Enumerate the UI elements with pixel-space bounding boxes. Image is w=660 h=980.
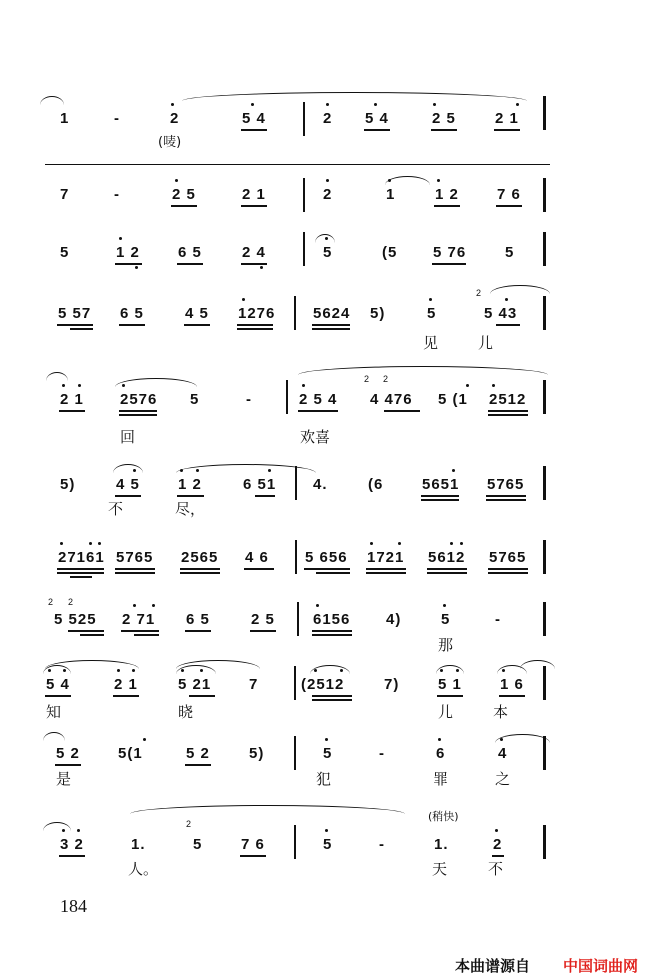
slur-arc	[520, 660, 555, 669]
barline	[543, 178, 546, 212]
octave-dot	[516, 103, 519, 106]
note-group: 5612	[428, 549, 466, 566]
lyric: 人。	[128, 860, 159, 878]
underline	[241, 129, 267, 131]
note: 1.	[434, 836, 449, 853]
octave-dot	[500, 738, 503, 741]
octave-dot	[268, 469, 271, 472]
underline	[431, 129, 457, 131]
underline	[171, 205, 197, 207]
underline	[185, 764, 211, 766]
octave-dot	[325, 237, 328, 240]
barline	[543, 602, 546, 636]
barline	[543, 232, 546, 266]
grace-note: 2	[68, 597, 74, 607]
underline	[312, 634, 352, 636]
underline	[55, 764, 81, 766]
lyric: 晓	[178, 703, 194, 721]
note-group: 5 4	[365, 110, 389, 127]
note-group: 5 2	[56, 745, 80, 762]
barline	[543, 96, 546, 130]
grace-note: 2	[364, 374, 370, 384]
underline	[316, 572, 350, 574]
octave-dot	[62, 384, 65, 387]
note: 7)	[384, 676, 400, 693]
underline	[180, 572, 220, 574]
note: 7	[60, 186, 70, 203]
barline	[294, 825, 296, 859]
underline	[119, 324, 145, 326]
underline	[237, 328, 273, 330]
underline	[177, 495, 204, 497]
note-group: 2 1	[114, 676, 138, 693]
footer-site-link[interactable]: 中国词曲网	[563, 957, 639, 975]
underline	[486, 495, 526, 497]
note: 2	[323, 186, 333, 203]
octave-dot	[180, 469, 183, 472]
underline	[492, 855, 504, 857]
barline	[295, 540, 297, 574]
underline	[312, 328, 350, 330]
octave-dot	[326, 179, 329, 182]
page-number: 184	[60, 896, 87, 916]
lyric: 回	[120, 428, 136, 446]
note: 5	[60, 244, 70, 261]
note-group: 1 2	[178, 476, 202, 493]
note-group: 4 5	[185, 305, 209, 322]
octave-dot	[117, 669, 120, 672]
grace-note: 2	[186, 819, 192, 829]
underline	[185, 630, 211, 632]
note-group: 2 5 4	[299, 391, 338, 408]
barline	[294, 736, 296, 770]
grace-note: 2	[383, 374, 389, 384]
underline	[115, 495, 141, 497]
system-separator	[45, 164, 550, 165]
underline	[488, 568, 528, 570]
underline	[364, 129, 390, 131]
note-group: 2576	[120, 391, 158, 408]
slur-arc	[298, 366, 548, 375]
note: 5	[323, 244, 333, 261]
octave-dot	[374, 103, 377, 106]
octave-dot	[133, 604, 136, 607]
barline	[303, 102, 305, 136]
slur-arc	[45, 660, 139, 669]
underline	[312, 630, 352, 632]
underline	[184, 324, 210, 326]
lyric: 儿	[438, 703, 454, 721]
lyric: 不	[108, 500, 124, 518]
octave-dot	[438, 738, 441, 741]
underline	[80, 634, 104, 636]
barline	[297, 602, 299, 636]
underline	[115, 263, 142, 265]
underline	[70, 576, 92, 578]
octave-dot	[460, 542, 463, 545]
note-group: 5 (1	[438, 391, 468, 408]
lyric: 本	[493, 703, 509, 721]
underline	[494, 129, 520, 131]
octave-dot	[326, 103, 329, 106]
note: 6	[436, 745, 446, 762]
note: 5	[427, 305, 437, 322]
underline	[115, 572, 155, 574]
octave-dot	[502, 669, 505, 672]
dash: -	[246, 391, 252, 408]
underline	[113, 695, 139, 697]
octave-dot	[505, 298, 508, 301]
note: 5	[441, 611, 451, 628]
octave-dot	[48, 669, 51, 672]
note: 1	[60, 110, 70, 127]
note-group: 1276	[238, 305, 276, 322]
note-group: 2 1	[242, 186, 266, 203]
note-group: 3 2	[60, 836, 84, 853]
underline	[70, 328, 93, 330]
slur-arc	[495, 734, 550, 743]
octave-dot	[452, 469, 455, 472]
underline	[499, 695, 525, 697]
octave-dot	[171, 103, 174, 106]
note-group: 5765	[487, 476, 525, 493]
note: 2	[493, 836, 503, 853]
octave-dot	[133, 469, 136, 472]
underline	[45, 695, 71, 697]
octave-dot	[175, 179, 178, 182]
octave-dot	[456, 669, 459, 672]
octave-dot	[132, 669, 135, 672]
underline	[57, 572, 104, 574]
slur-arc	[115, 378, 197, 387]
barline	[303, 232, 305, 266]
octave-dot	[388, 179, 391, 182]
note: 5)	[249, 745, 265, 762]
lyric: 尽，	[175, 500, 206, 518]
octave-dot	[370, 542, 373, 545]
barline	[543, 380, 546, 414]
note-group: 6 5	[186, 611, 210, 628]
underline	[57, 324, 93, 326]
slur-arc	[113, 464, 143, 473]
octave-dot	[495, 829, 498, 832]
note: 5	[190, 391, 200, 408]
note: 5	[323, 836, 333, 853]
note: 5	[323, 745, 333, 762]
tempo-marking: (稍快)	[428, 810, 459, 823]
note-group: 1 2	[435, 186, 459, 203]
note-group: 1 2	[116, 244, 140, 261]
underline	[298, 410, 338, 412]
octave-dot	[450, 542, 453, 545]
octave-dot	[325, 829, 328, 832]
barline	[303, 178, 305, 212]
note-group: 27161	[58, 549, 105, 566]
octave-dot	[466, 384, 469, 387]
note-group: 5 57	[58, 305, 92, 322]
tie-arc	[46, 372, 68, 381]
underline	[312, 695, 352, 697]
lyric: 天	[432, 860, 448, 878]
note-group: 6 5	[178, 244, 202, 261]
slur-arc	[182, 92, 527, 101]
underline	[240, 855, 266, 857]
octave-dot	[316, 604, 319, 607]
tie-arc	[43, 822, 71, 831]
underline	[244, 568, 274, 570]
note-group: 6156	[313, 611, 351, 628]
barline	[286, 380, 288, 414]
underline	[304, 568, 350, 570]
octave-dot	[119, 237, 122, 240]
underline	[250, 630, 276, 632]
underline	[189, 695, 215, 697]
underline	[437, 695, 463, 697]
underline	[488, 572, 528, 574]
underline	[427, 568, 467, 570]
note-group: 2 4	[242, 244, 266, 261]
barline	[295, 466, 297, 500]
note-group: 4 6	[245, 549, 269, 566]
underline	[134, 634, 159, 636]
underline	[241, 263, 267, 265]
slur-arc	[130, 805, 405, 814]
lyric: 是	[56, 770, 72, 788]
octave-dot	[152, 604, 155, 607]
octave-dot	[251, 103, 254, 106]
underline	[434, 205, 460, 207]
underline	[312, 699, 352, 701]
note-group: 1721	[367, 549, 405, 566]
octave-dot	[260, 266, 263, 269]
note-group: 5 525	[54, 611, 97, 628]
note-group: 4 5	[116, 476, 140, 493]
note-group: 6 51	[243, 476, 277, 493]
octave-dot	[314, 669, 317, 672]
barline	[543, 666, 546, 700]
dash: -	[114, 186, 120, 203]
note-group: 1 6	[500, 676, 524, 693]
underline	[384, 410, 420, 412]
note-group: 5624	[313, 305, 351, 322]
underline	[115, 568, 155, 570]
underline	[496, 324, 520, 326]
note-group: 5 43	[484, 305, 518, 322]
underline	[59, 855, 85, 857]
octave-dot	[398, 542, 401, 545]
note: 5)	[60, 476, 76, 493]
note-group: 6 5	[120, 305, 144, 322]
underline	[119, 414, 157, 416]
octave-dot	[437, 179, 440, 182]
barline	[543, 540, 546, 574]
octave-dot	[340, 669, 343, 672]
underline	[488, 414, 528, 416]
note: 2	[323, 110, 333, 127]
octave-dot	[78, 384, 81, 387]
note-group: 2 1	[495, 110, 519, 127]
dash: -	[495, 611, 501, 628]
octave-dot	[242, 298, 245, 301]
underline	[59, 410, 85, 412]
grace-note: 2	[48, 597, 54, 607]
note-group: 5765	[116, 549, 154, 566]
underline	[432, 263, 466, 265]
lyric: 那	[438, 636, 454, 654]
underline	[421, 495, 459, 497]
note-group: 5 1	[438, 676, 462, 693]
dash: -	[114, 110, 120, 127]
note-group: 5765	[489, 549, 527, 566]
lyric: 罪	[433, 770, 449, 788]
octave-dot	[135, 266, 138, 269]
note-group: 2 71	[122, 611, 156, 628]
lyric: 儿	[478, 334, 494, 352]
note: 5	[193, 836, 203, 853]
note-group: 5651	[422, 476, 460, 493]
underline	[312, 324, 350, 326]
underline	[237, 324, 273, 326]
octave-dot	[98, 542, 101, 545]
octave-dot	[77, 829, 80, 832]
octave-dot	[196, 469, 199, 472]
note: 5)	[370, 305, 386, 322]
note: 4	[498, 745, 508, 762]
lyric: 之	[495, 770, 511, 788]
lyric: (唛)	[158, 135, 182, 150]
note-group: (2512	[301, 676, 345, 693]
note-group: 2512	[489, 391, 527, 408]
dash: -	[379, 745, 385, 762]
footer-source-label: 本曲谱源自	[455, 957, 531, 975]
slur-arc	[385, 176, 430, 185]
lyric: 知	[46, 703, 62, 721]
octave-dot	[181, 669, 184, 672]
underline	[366, 568, 406, 570]
dash: -	[379, 836, 385, 853]
underline	[57, 568, 104, 570]
note-group: 7 6	[241, 836, 265, 853]
barline	[543, 736, 546, 770]
underline	[421, 499, 459, 501]
octave-dot	[122, 384, 125, 387]
note-group: 2 5	[172, 186, 196, 203]
note: 2	[170, 110, 180, 127]
note: 1.	[131, 836, 146, 853]
note: (5	[382, 244, 398, 261]
underline	[121, 630, 159, 632]
note-group: 5(1	[118, 745, 143, 762]
note: 4.	[313, 476, 328, 493]
note-group: 5 656	[305, 549, 348, 566]
note-group: 4 476	[370, 391, 413, 408]
slur-arc	[176, 660, 260, 669]
tie-arc	[40, 96, 64, 105]
lyric: 欢喜	[300, 428, 331, 446]
lyric: 见	[423, 334, 439, 352]
lyric: 犯	[316, 770, 332, 788]
underline	[68, 630, 104, 632]
octave-dot	[200, 669, 203, 672]
note: 7	[249, 676, 259, 693]
note: (6	[368, 476, 384, 493]
octave-dot	[63, 669, 66, 672]
octave-dot	[443, 604, 446, 607]
note-group: 7 6	[497, 186, 521, 203]
underline	[180, 568, 220, 570]
barline	[294, 666, 296, 700]
underline	[177, 263, 203, 265]
tie-arc	[43, 732, 65, 741]
barline	[294, 296, 296, 330]
note: 5	[505, 244, 515, 261]
note: 1	[386, 186, 396, 203]
note-group: 2565	[181, 549, 219, 566]
octave-dot	[325, 738, 328, 741]
note-group: 5 4	[242, 110, 266, 127]
octave-dot	[60, 542, 63, 545]
note-group: 2 5	[432, 110, 456, 127]
octave-dot	[302, 384, 305, 387]
underline	[366, 572, 406, 574]
note-group: 5 2	[186, 745, 210, 762]
slur-arc	[490, 285, 550, 294]
underline	[486, 499, 526, 501]
underline	[255, 495, 275, 497]
underline	[241, 205, 267, 207]
underline	[427, 572, 467, 574]
underline	[488, 410, 528, 412]
octave-dot	[62, 829, 65, 832]
grace-note: 2	[476, 288, 482, 298]
octave-dot	[440, 669, 443, 672]
note-group: 5 21	[178, 676, 212, 693]
note-group: 5 4	[46, 676, 70, 693]
note-group: 2 5	[251, 611, 275, 628]
underline	[119, 410, 157, 412]
barline	[543, 296, 546, 330]
barline	[543, 825, 546, 859]
note-group: 5 76	[433, 244, 467, 261]
octave-dot	[429, 298, 432, 301]
underline	[496, 205, 522, 207]
lyric: 不	[488, 860, 504, 878]
octave-dot	[89, 542, 92, 545]
octave-dot	[433, 103, 436, 106]
barline	[543, 466, 546, 500]
note-group: 2 1	[60, 391, 84, 408]
note: 4)	[386, 611, 402, 628]
octave-dot	[143, 738, 146, 741]
octave-dot	[492, 384, 495, 387]
